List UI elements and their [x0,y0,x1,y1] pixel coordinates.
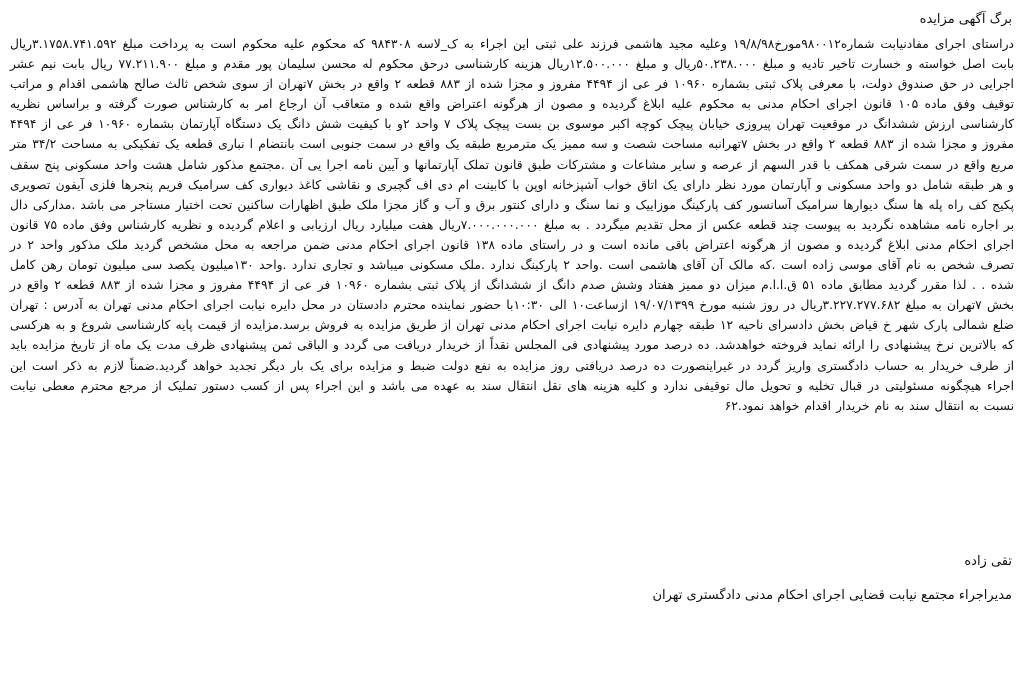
signatory-position: مدیراجراء مجتمع نیابت قضایی اجرای احکام مدنی دادگستری تهران [652,588,1012,603]
signature-block [652,552,1012,620]
notice-title: برگ آگهی مزایده [919,12,1012,27]
signatory-name: تقی زاده [964,554,1012,569]
notice-body: دراستای اجرای مفادنیابت شماره۹۸۰۰۱۲مورخ۱۹/۸/۹۸ وعلیه مجید هاشمی فرزند علی ثبتی این اجراء به ک_لاسه ۹۸۴۳۰۸ که محکوم علیه محکوم است به پرداخت مبلغ ۳.۱۷۵۸.۷۴۱.۵۹۲ریال بابت اصل خواسته و خسارت تاخیر تادیه و مبلغ ۵۰.۲۳۸.۰۰۰ریال و مبلغ ۱۲.۵۰۰.۰۰۰ریال هزینه کارشناسی درحق محکوم له محسن سلیمان پور مقدم و مبلغ ۷۷.۲۱۱.۹۰۰ ریال بابت نیم عشر اجرایی در حق صندوق دولت، با معرفی پلاک ثبتی بشماره ۱۰۹۶۰ فر عی از ۴۴۹۴ مفروز و مجزا شده از ۸۸۳ قطعه ۲ واقع در بخش ۷تهران از سوی شخص ثالث صالح هاشمی اقدام و مراتب توقیف وفق ماده ۱۰۵ قانون اجرای احکام مدنی به محکوم علیه ابلاغ گردیده و مصون از هرگونه اعتراض واقع شده و متعاقب آن ارجاع امر به کارشناس صورت گرفته و براساس نظریه کارشناسی ارزش ششدانگ در موقعیت تهران پیروزی خیابان پیچک کوچه اکبر موسوی بن بست پیچک پلاک ۷ واحد ۲و با کیفیت شش دانگ یک دستگاه آپارتمان بشماره ۱۰۹۶۰ فر عی از ۴۴۹۴ مفروز و مجزا شده از ۸۸۳ قطعه ۲ واقع در بخش ۷تهرانبه مساحت شصت و سه ممیز یک مترمربع طبقه یک واقع در سمت جنوبی است بانتضام ا نباری قطعه یک تفکیکی به مساحت ۳۴/۲ متر مربع واقع در سمت شرقی همکف با قدر السهم از عرصه و سایر مشاعات و مشترکات طبق قانون تملک آپارتمانها و آیین نامه اجرا یی آن .مجتمع مذکور شامل هشت واحد مسکونی پنج سقف و هر طبقه شامل دو واحد مسکونی و آپارتمان مورد نظر دارای یک اتاق خواب آشپزخانه اوپن با کابینت ام دی اف گچبری و نقاشی کاغذ دیواری کف سرامیک فریم پنجرها فلزی آیفون تصویری پکیج کف راه پله ها سنگ دیوارها سرامیک آسانسور کف پارکینگ موزاییک و نما سنگ و دارای کنتور برق و آب و گاز مجزا ملک طبق اظهارات ساکنین تحت اختیار مستاجر می باشد .مدارکی دال بر اجاره نامه مشاهده نگردید به پیوست چند قطعه عکس از محل تقدیم میگردد . به مبلغ ۷.۰۰۰.۰۰۰.۰۰۰ریال هفت میلیارد ریال ارزیابی و اعلام گردیده و نظریه کارشناس وفق ماده ۷۵ قانون اجرای احکام مدنی ابلاغ گردیده و مصون از هرگونه اعتراض باقی مانده است و در راستای ماده ۱۳۸ قانون اجرای احکام مدنی ضمن مراجعه به محل مشخص گردید ملک مذکور واحد ۲ در تصرف شخص به نام آقای موسی زاده است .که مالک آن آقای هاشمی است .واحد ۲ پارکینگ ندارد .ملک مسکونی میباشد و تجاری ندارد .واحد ۱۳۰میلیون یکصد سی میلیون تومان رهن کامل شده . . لذا مقرر گردید مطابق ماده ۵۱ ق.ا.ا.م میزان دو ممیز هفتاد وشش صدم دانگ از ششدانگ از پلاک ثبتی بشماره ۱۰۹۶۰ فر عی از ۴۴۹۴ مفروز و مجزا شده از ۸۸۳ قطعه ۲ واقع در بخش ۷تهران به مبلغ ۳.۲۲۷.۲۷۷.۶۸۲ریال در روز شنبه مورخ ۱۹/۰۷/۱۳۹۹ ازساعت۱۰ الی ۱۰:۳۰با حضور نماینده محترم دادستان در محل دایره نیابت اجرای احکام مدنی تهران به آدرس : تهران ضلع شمالی پارک شهر خ قیاض بخش دادسرای ناحیه ۱۲ طبقه چهارم دایره نیابت اجرای احکام مدنی تهران از طریق مزایده به فروش برسد.مزایده از قیمت پایه کارشناسی شروع و به هرکسی که بالاترین نرخ پیشنهادی را ارائه نماید فروخته خواهدشد. ده درصد مورد پیشنهادی فی المجلس نقداً از خریدار دریافت می گردد و الباقی ثمن پیشنهادی ظرف مدت یک ماه از تاریخ مزایده باید از طرف خریدار به حساب دادگستری واریز گردد در غیراینصورت ده درصد دریافتی روز مزایده به نفع دولت ضبط و مزایده برای یک بار دیگر تجدید خواهد گردید.ضمناً لازم به ذکر است این اجراء هیچگونه مسئولیتی در قبال تخلیه و تحویل مال توقیفی ندارد و کلیه هزینه های نقل انتقال سند به عهده می باشد و این اجراء پس از کسب دستور تملیک از مرجع محترم معطی نیابت نسبت به انتقال سند به نام خریدار اقدام خواهد نمود.۶۲ [10,37,1015,413]
